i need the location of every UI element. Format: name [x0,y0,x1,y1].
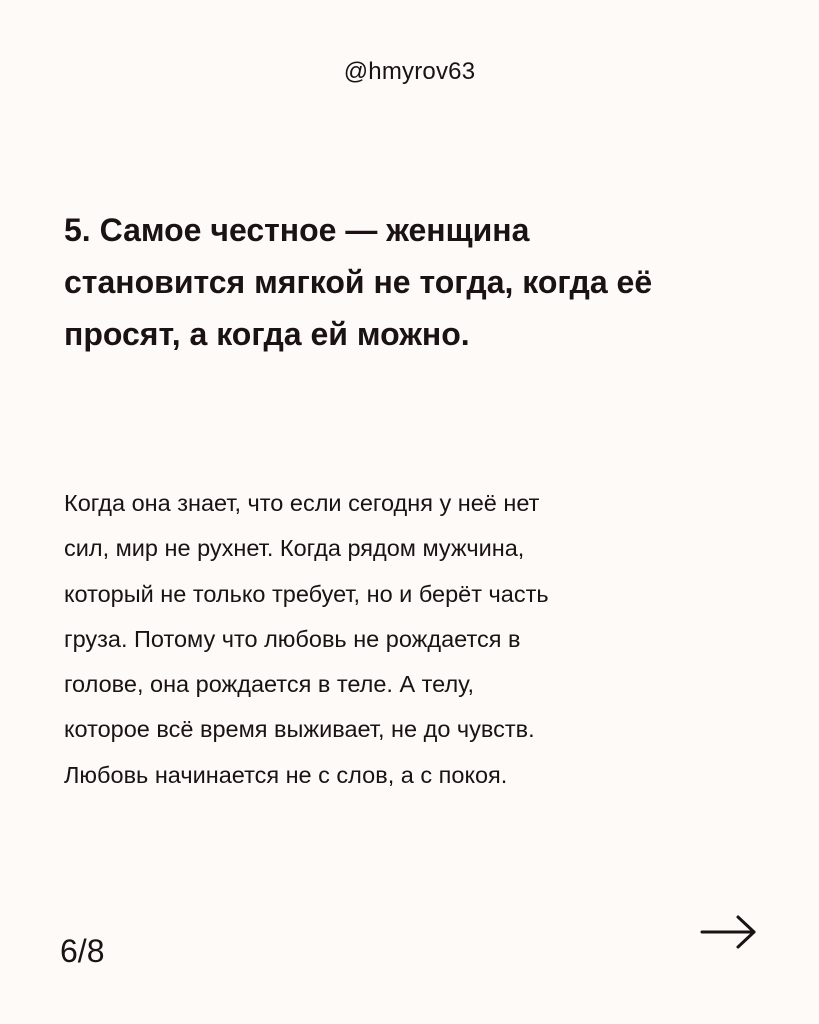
body-line: который не только требует, но и берёт часть [64,580,549,607]
page-indicator: 6/8 [60,933,105,969]
next-slide-button[interactable] [698,908,760,956]
account-handle: @hmyrov63 [343,58,476,85]
slide-heading: 5. Самое честное — женщина становится мягкой не тогда, когда её просят, а когда ей можно. [64,212,653,352]
arrow-right-icon [698,908,760,956]
body-line: Когда она знает, что если сегодня у неё нет [64,490,540,516]
body-line: Любовь начинается не с слов, а с покоя. [64,761,508,788]
body-line: которое всё время выживает, не до чувств. [64,716,535,743]
slide-body-text [64,481,724,798]
body-line: груза. Потому что любовь не рождается в [64,625,521,652]
body-line: голове, она рождается в теле. А телу, [64,671,475,698]
body-line: сил, мир не рухнет. Когда рядом мужчина, [64,535,525,562]
